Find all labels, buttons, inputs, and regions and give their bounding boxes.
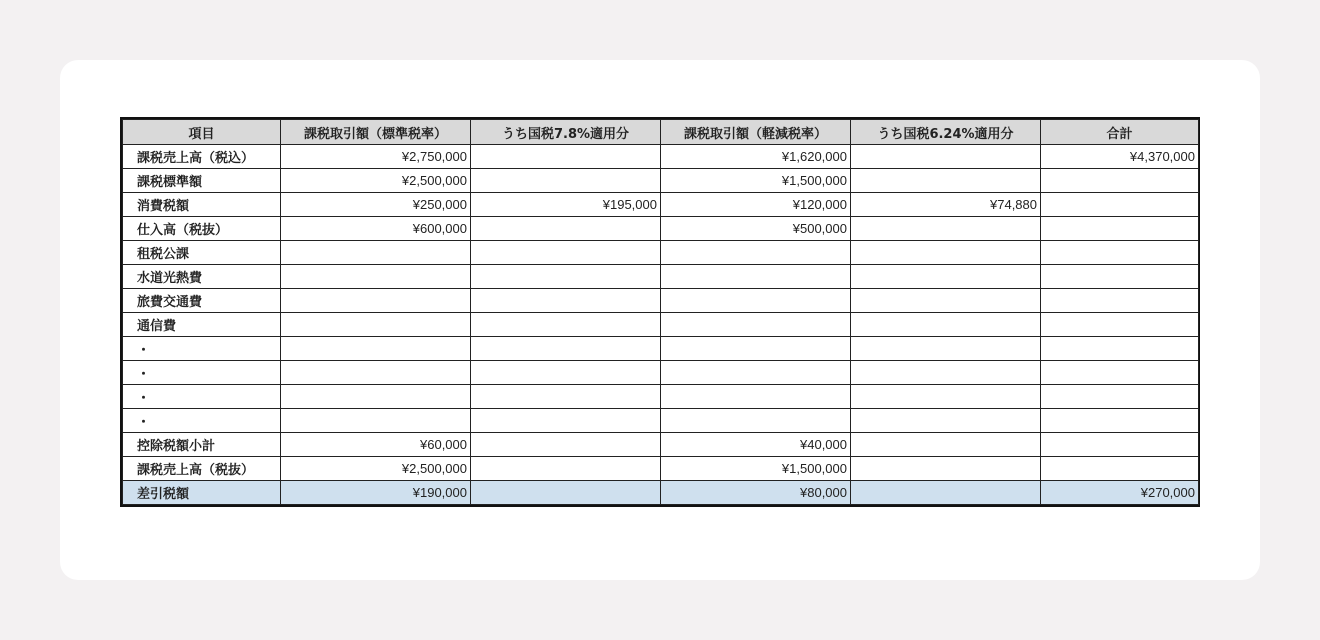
table-cell	[661, 409, 851, 433]
table-cell	[471, 433, 661, 457]
table-cell: ¥1,620,000	[661, 145, 851, 169]
row-label: 租税公課	[123, 241, 281, 265]
table-cell	[471, 265, 661, 289]
table-cell: ¥1,500,000	[661, 169, 851, 193]
table-cell: ¥2,500,000	[281, 169, 471, 193]
table-row	[123, 385, 1199, 409]
table-row	[123, 169, 1199, 193]
row-label: ・	[123, 361, 281, 385]
row-label: 課税売上高（税抜）	[123, 457, 281, 481]
table-cell	[281, 265, 471, 289]
row-label: 水道光熱費	[123, 265, 281, 289]
header-national-tax-7-8: うち国税7.8%適用分	[471, 120, 661, 145]
table-header-row	[123, 120, 1199, 145]
row-label: 課税標準額	[123, 169, 281, 193]
table-cell	[281, 385, 471, 409]
table-cell	[1041, 313, 1199, 337]
tax-table-container	[120, 117, 1200, 507]
table-row	[123, 361, 1199, 385]
row-label: ・	[123, 337, 281, 361]
table-cell	[851, 145, 1041, 169]
content-card	[60, 60, 1260, 580]
table-cell	[471, 457, 661, 481]
table-cell	[281, 313, 471, 337]
table-row	[123, 241, 1199, 265]
table-cell	[851, 385, 1041, 409]
table-row	[123, 337, 1199, 361]
table-cell	[1041, 265, 1199, 289]
header-national-tax-6-24: うち国税6.24%適用分	[851, 120, 1041, 145]
row-label: 差引税額	[123, 481, 281, 505]
table-cell	[1041, 217, 1199, 241]
table-cell	[661, 313, 851, 337]
header-total: 合計	[1041, 120, 1199, 145]
consumption-tax-table	[122, 119, 1199, 505]
row-label: 旅費交通費	[123, 289, 281, 313]
table-cell	[851, 289, 1041, 313]
table-cell	[471, 289, 661, 313]
table-cell	[471, 241, 661, 265]
table-cell	[1041, 361, 1199, 385]
table-cell	[851, 265, 1041, 289]
table-cell	[661, 265, 851, 289]
table-cell	[851, 433, 1041, 457]
table-row	[123, 481, 1199, 505]
table-cell: ¥1,500,000	[661, 457, 851, 481]
table-row	[123, 289, 1199, 313]
table-cell: ¥60,000	[281, 433, 471, 457]
table-cell	[851, 361, 1041, 385]
table-cell: ¥500,000	[661, 217, 851, 241]
table-cell	[471, 145, 661, 169]
table-cell	[281, 241, 471, 265]
table-cell	[281, 409, 471, 433]
table-row	[123, 409, 1199, 433]
table-cell: ¥600,000	[281, 217, 471, 241]
table-cell	[1041, 457, 1199, 481]
table-cell	[1041, 337, 1199, 361]
table-cell	[851, 313, 1041, 337]
table-cell	[471, 169, 661, 193]
table-row	[123, 217, 1199, 241]
table-cell	[471, 337, 661, 361]
table-cell	[471, 361, 661, 385]
row-label: ・	[123, 385, 281, 409]
row-label: 通信費	[123, 313, 281, 337]
table-cell	[851, 457, 1041, 481]
table-cell: ¥2,750,000	[281, 145, 471, 169]
row-label: 仕入高（税抜）	[123, 217, 281, 241]
table-cell: ¥2,500,000	[281, 457, 471, 481]
row-label: 消費税額	[123, 193, 281, 217]
table-cell	[471, 481, 661, 505]
table-cell: ¥195,000	[471, 193, 661, 217]
table-cell	[851, 337, 1041, 361]
table-cell: ¥40,000	[661, 433, 851, 457]
table-cell	[661, 385, 851, 409]
table-row	[123, 265, 1199, 289]
table-row	[123, 433, 1199, 457]
table-cell	[1041, 169, 1199, 193]
header-reduced-rate-amount: 課税取引額（軽減税率）	[661, 120, 851, 145]
table-cell	[661, 241, 851, 265]
row-label: ・	[123, 409, 281, 433]
table-cell	[1041, 433, 1199, 457]
table-body	[123, 145, 1199, 505]
header-standard-rate-amount: 課税取引額（標準税率）	[281, 120, 471, 145]
table-cell	[851, 169, 1041, 193]
table-cell	[1041, 193, 1199, 217]
table-cell: ¥270,000	[1041, 481, 1199, 505]
row-label: 課税売上高（税込）	[123, 145, 281, 169]
table-row	[123, 313, 1199, 337]
table-cell	[851, 217, 1041, 241]
table-cell: ¥80,000	[661, 481, 851, 505]
table-cell	[661, 361, 851, 385]
table-cell	[1041, 385, 1199, 409]
header-item: 項目	[123, 120, 281, 145]
table-cell	[281, 337, 471, 361]
table-cell	[851, 241, 1041, 265]
table-cell: ¥74,880	[851, 193, 1041, 217]
table-cell	[471, 385, 661, 409]
table-cell	[1041, 409, 1199, 433]
table-cell	[1041, 289, 1199, 313]
table-row	[123, 145, 1199, 169]
table-cell	[471, 217, 661, 241]
table-cell	[281, 289, 471, 313]
table-cell	[471, 313, 661, 337]
table-cell	[661, 289, 851, 313]
table-cell: ¥190,000	[281, 481, 471, 505]
table-cell	[851, 481, 1041, 505]
row-label: 控除税額小計	[123, 433, 281, 457]
table-cell	[851, 409, 1041, 433]
table-cell	[1041, 241, 1199, 265]
table-row	[123, 193, 1199, 217]
table-cell	[661, 337, 851, 361]
table-cell	[281, 361, 471, 385]
table-cell	[471, 409, 661, 433]
table-cell: ¥250,000	[281, 193, 471, 217]
table-cell: ¥120,000	[661, 193, 851, 217]
table-row	[123, 457, 1199, 481]
table-cell: ¥4,370,000	[1041, 145, 1199, 169]
